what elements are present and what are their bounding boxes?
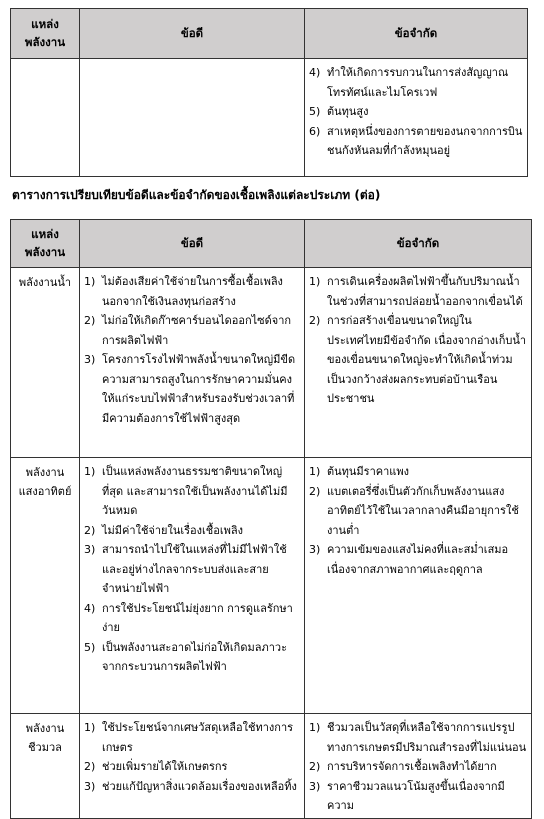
header-advantages: ข้อดี [80, 220, 305, 268]
limitations-list [305, 59, 527, 163]
header-limitations: ข้อจำกัด [305, 220, 532, 268]
source-label-line1: พลังงาน [25, 722, 65, 735]
limitations-cell [305, 458, 532, 714]
limitations-cell [305, 714, 532, 819]
advantages-list [80, 714, 304, 798]
table-row [11, 59, 528, 177]
advantages-cell [80, 458, 305, 714]
limitations-list [305, 714, 531, 818]
list-item: 3) สามารถนำไปใช้ในแหล่งที่ไม่มีไฟฟ้าใช้และอยู่ห่างไกลจากระบบส่งและสายจำหน่ายไฟฟ้า [84, 543, 287, 595]
table-header-row [11, 9, 528, 59]
source-cell [11, 59, 80, 177]
table-row-biomass [11, 714, 532, 819]
limitations-cell [305, 268, 532, 458]
list-item: 1) ชีวมวลเป็นวัสดุที่เหลือใช้จากการแปรรูปทางการเกษตรมีปริมาณสำรองที่ไม่แน่นอน [309, 721, 527, 754]
advantages-cell [80, 59, 305, 177]
header-source-line1: แหล่ง [31, 16, 59, 31]
header-limitations: ข้อจำกัด [305, 9, 528, 59]
header-source-line2: พลังงาน [24, 244, 66, 259]
list-item: 2) การบริหารจัดการเชื้อเพลิงทำได้ยาก [309, 760, 497, 773]
list-item: 2) ช่วยเพิ่มรายได้ให้เกษตรกร [84, 760, 228, 773]
source-label-line1: พลังงาน [25, 466, 65, 479]
source-label-line2: ชีวมวล [28, 741, 62, 754]
header-source [11, 220, 80, 268]
header-source-line1: แหล่ง [31, 226, 59, 241]
table-row-hydro [11, 268, 532, 458]
list-item: 1) ใช้ประโยชน์จากเศษวัสดุเหลือใช้ทางการเกษตร [84, 721, 294, 754]
list-item: 2) การก่อสร้างเขื่อนขนาดใหญ่ในประเทศไทยมีข้อจำกัด เนื่องจากอ่างเก็บน้ำของเขื่อนขนาดใหญ่จะทำให้เกิดน้ำท่วมเป็นวงกว้างส่งผลกระทบต่อบ้านเรือนประชาชน [309, 314, 527, 405]
list-item: 2) แบตเตอรี่ซึ่งเป็นตัวกักเก็บพลังงานแสงอาทิตย์ไว้ใช้ในเวลากลางคืนมีอายุการใช้งานต่ำ [309, 484, 519, 537]
section-heading: ตารางการเปรียบเทียบข้อดีและข้อจำกัดของเชื้อเพลิงแต่ละประเภท (ต่อ) [12, 188, 381, 202]
list-item: 6) สาเหตุหนึ่งของการตายของนกจากการบินชนกังหันลมที่กำลังหมุนอยู่ [309, 124, 523, 157]
list-item: 4) การใช้ประโยชน์ไม่ยุ่งยาก การดูแลรักษาง่าย [84, 601, 293, 634]
list-item: 5) เป็นพลังงานสะอาดไม่ก่อให้เกิดมลภาวะจากกระบวนการผลิตไฟฟ้า [84, 640, 287, 673]
advantages-cell [80, 268, 305, 458]
list-item: 1) ไม่ต้องเสียค่าใช้จ่ายในการซื้อเชื้อเพลิงนอกจากใช้เงินลงทุนก่อสร้าง [84, 275, 283, 308]
limitations-list [305, 458, 531, 581]
list-item: 3) โครงการโรงไฟฟ้าพลังน้ำขนาดใหญ่มีขีดความสามารถสูงในการรักษาความมั่นคงให้แก่ระบบไฟฟ้าสำหรับรองรับช่วงเวลาที่มีความต้องการใช้ไฟฟ้าสูงสุด [84, 353, 296, 425]
list-item: 4) ทำให้เกิดการรบกวนในการส่งสัญญาณโทรทัศน์และไมโครเวฟ [309, 66, 509, 99]
source-label-line2: แสงอาทิตย์ [18, 485, 72, 498]
list-item: 3) ความเข้มของแสงไม่คงที่และสม่ำเสมอเนื่องจากสภาพอากาศและฤดูกาล [309, 543, 509, 576]
source-label: พลังงานน้ำ [18, 276, 72, 289]
list-item: 1) การเดินเครื่องผลิตไฟฟ้าขึ้นกับปริมาณน้ำในช่วงที่สามารถปล่อยน้ำออกจากเขื่อนได้ [309, 275, 523, 308]
list-item: 2) ไม่มีค่าใช้จ่ายในเรื่องเชื้อเพลิง [84, 523, 243, 537]
limitations-cell [305, 59, 528, 177]
limitations-list [305, 268, 531, 411]
header-advantages: ข้อดี [80, 9, 305, 59]
list-item: 5) ต้นทุนสูง [309, 105, 369, 118]
comparison-table [10, 219, 532, 819]
header-source-line2: พลังงาน [24, 34, 66, 49]
advantages-list [80, 458, 304, 679]
table-wind-continued [10, 8, 528, 177]
source-cell [11, 714, 80, 819]
table-header-row [11, 220, 532, 268]
advantages-list [80, 268, 304, 430]
list-item: 3) ราคาชีวมวลแนวโน้มสูงขึ้นเนื่องจากมีความ [309, 779, 505, 812]
list-item: 1) ต้นทุนมีราคาแพง [309, 465, 410, 478]
source-cell [11, 268, 80, 458]
list-item: 3) ช่วยแก้ปัญหาสิ่งแวดล้อมเรื่องของเหลือทิ้ง [84, 779, 297, 793]
list-item: 1) เป็นแหล่งพลังงานธรรมชาติขนาดใหญ่ที่สุด และสามารถใช้เป็นพลังงานได้ไม่มีวันหมด [84, 465, 288, 517]
table-row-solar [11, 458, 532, 714]
list-item: 2) ไม่ก่อให้เกิดก๊าซคาร์บอนไดออกไซด์จากการผลิตไฟฟ้า [84, 314, 292, 347]
header-source [11, 9, 80, 59]
source-cell [11, 458, 80, 714]
advantages-cell [80, 714, 305, 819]
